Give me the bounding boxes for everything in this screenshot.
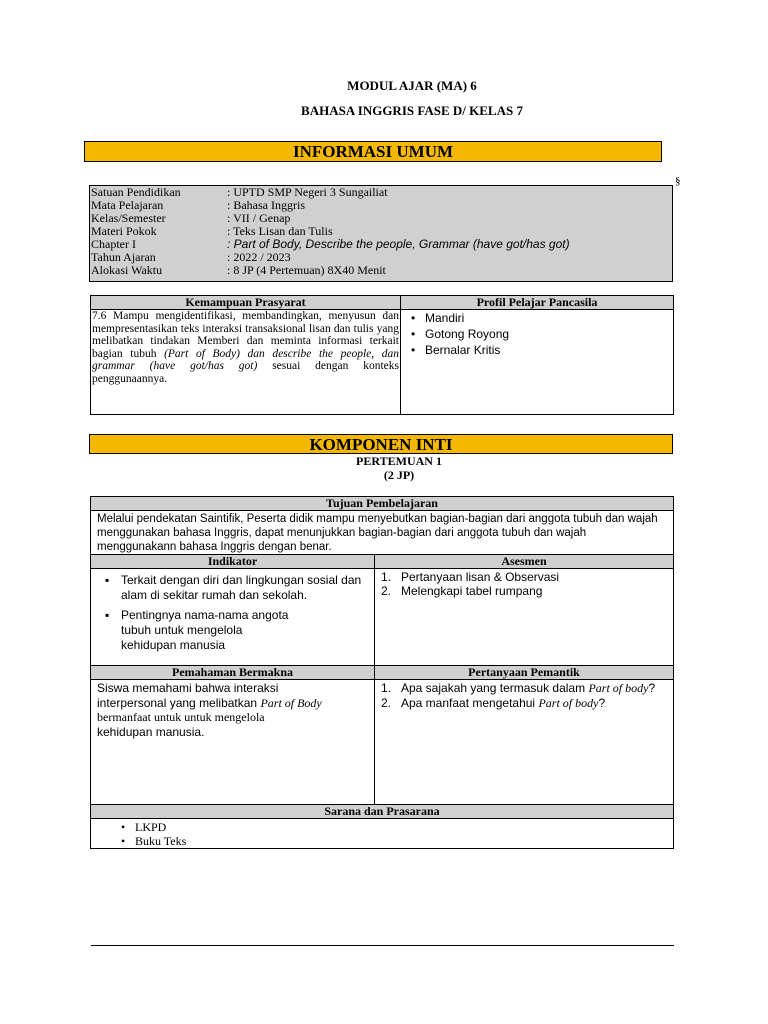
- prasyarat-text-end: sesuai dengan konteks penggunaannya.: [92, 360, 399, 385]
- info-value: : Bahasa Inggris: [227, 198, 305, 212]
- sarana-header: Sarana dan Prasarana: [91, 805, 674, 819]
- list-item: ▪ Terkait dengan diri dan lingkungan sosial dan alam di sekitar rumah dan sekolah.: [97, 573, 370, 603]
- pemahaman-line: [97, 696, 368, 711]
- jp-label: (2 JP): [383, 468, 415, 482]
- pertanyaan-cell: [375, 680, 674, 805]
- asesmen-list: [375, 569, 673, 598]
- list-number: 2.: [381, 696, 392, 710]
- pemahaman-line-italic: Part of Body: [260, 695, 322, 710]
- list-text-italic: Part of body: [588, 681, 649, 695]
- profil-cell: [401, 310, 674, 415]
- tujuan-table: [90, 496, 674, 849]
- pemahaman-line: Siswa memahami bahwa interaksi: [97, 681, 279, 695]
- info-box: [89, 185, 673, 282]
- indikator-cell: [91, 569, 375, 666]
- list-number: 1.: [381, 681, 392, 695]
- prasyarat-text-italic: (Part of Body) dan describe the people, dan grammar (have got/has got): [92, 347, 399, 373]
- list-text-end: ?: [648, 681, 656, 695]
- profil-list: [401, 310, 673, 358]
- list-item: • Buku Teks: [111, 834, 673, 848]
- asesmen-cell: [375, 569, 674, 666]
- sarana-list: [91, 819, 673, 848]
- info-value: : Part of Body, Describe the people, Grammar (have got/has got): [227, 237, 570, 251]
- tujuan-cell: [91, 511, 674, 555]
- prasyarat-text-plain: 7.6 Mampu mengidentifikasi, membandingkan, menyusun dan mempresentasikan teks interaksi transaksional lisan dan tulis yang melibatkan tindakan Memberi dan meminta informasi terkait bagian tubuh: [92, 310, 399, 360]
- module-subtitle: BAHASA INGGRIS FASE D/ KELAS 7: [301, 103, 523, 118]
- info-key: Alokasi Waktu: [91, 263, 163, 277]
- info-value: : 8 JP (4 Pertemuan) 8X40 Menit: [227, 263, 386, 277]
- pertanyaan-list: [375, 680, 673, 710]
- list-item: [375, 584, 673, 598]
- section-mark: §: [675, 175, 681, 187]
- list-item: • LKPD: [111, 820, 673, 834]
- pertemuan-label: PERTEMUAN 1: [356, 454, 442, 468]
- info-value: : UPTD SMP Negeri 3 Sungailiat: [227, 185, 388, 199]
- prasyarat-text: [91, 310, 400, 386]
- sarana-cell: [91, 819, 674, 849]
- pemahaman-text: [91, 680, 374, 739]
- list-text: Melengkapi tabel rumpang: [401, 584, 543, 598]
- list-item: [375, 696, 663, 710]
- indikator-list: [91, 569, 374, 653]
- info-key: Kelas/Semester: [91, 211, 166, 225]
- info-key: Mata Pelajaran: [91, 198, 164, 212]
- pemahaman-line-plain: interpersonal yang melibatkan: [97, 695, 261, 710]
- list-text-italic: Part of body: [538, 696, 599, 710]
- list-item: • Gotong Royong: [401, 326, 673, 342]
- profil-header: Profil Pelajar Pancasila: [401, 296, 674, 310]
- info-key: Chapter I: [91, 237, 136, 251]
- list-text-plain: Apa sajakah yang termasuk dalam: [401, 681, 589, 695]
- tujuan-text: Melalui pendekatan Saintifik, Peserta didik mampu menyebutkan bagian-bagian dari anggota tubuh dan wajah menggunakan bahasa Inggris, dapat menunjukkan bagian-bagian dari anggota tubuh dan wajah menggunakann bahasa Inggris dengan benar.: [97, 513, 658, 553]
- komponen-inti-banner: KOMPONEN INTI: [89, 434, 673, 454]
- pemahaman-header: Pemahaman Bermakna: [91, 666, 375, 680]
- pemahaman-cell: [91, 680, 375, 805]
- prasyarat-header: Kemampuan Prasyarat: [91, 296, 401, 310]
- prasyarat-cell: [91, 310, 401, 415]
- info-value: : Teks Lisan dan Tulis: [227, 224, 333, 238]
- pertanyaan-header: Pertanyaan Pemantik: [375, 666, 674, 680]
- informasi-umum-banner: INFORMASI UMUM: [84, 141, 662, 162]
- tujuan-header: Tujuan Pembelajaran: [91, 497, 674, 511]
- list-item: • Bernalar Kritis: [401, 342, 673, 358]
- list-text: Pertanyaan lisan & Observasi: [401, 570, 560, 584]
- info-key: Satuan Pendidikan: [91, 185, 181, 199]
- list-item: [375, 570, 673, 584]
- module-title: MODUL AJAR (MA) 6: [347, 78, 477, 93]
- list-text-end: ?: [598, 696, 606, 710]
- list-number: 1.: [381, 570, 392, 584]
- pemahaman-line: bermanfaat untuk untuk mengelola: [97, 710, 265, 724]
- info-value: : 2022 / 2023: [227, 250, 291, 264]
- info-key: Tahun Ajaran: [91, 250, 156, 264]
- indikator-header: Indikator: [91, 555, 375, 569]
- footer-divider: [91, 945, 674, 946]
- list-text-plain: Apa manfaat mengetahui: [401, 696, 539, 710]
- list-number: 2.: [381, 584, 392, 598]
- info-value: : VII / Genap: [227, 211, 291, 225]
- pemahaman-line: kehidupan manusia.: [97, 724, 205, 739]
- list-item: [375, 681, 663, 695]
- asesmen-header: Asesmen: [375, 555, 674, 569]
- prasyarat-table: [90, 295, 674, 415]
- info-key: Materi Pokok: [91, 224, 157, 238]
- list-item: • Mandiri: [401, 310, 673, 326]
- list-item: ▪ Pentingnya nama-nama angota tubuh untuk mengelola kehidupan manusia: [97, 608, 370, 653]
